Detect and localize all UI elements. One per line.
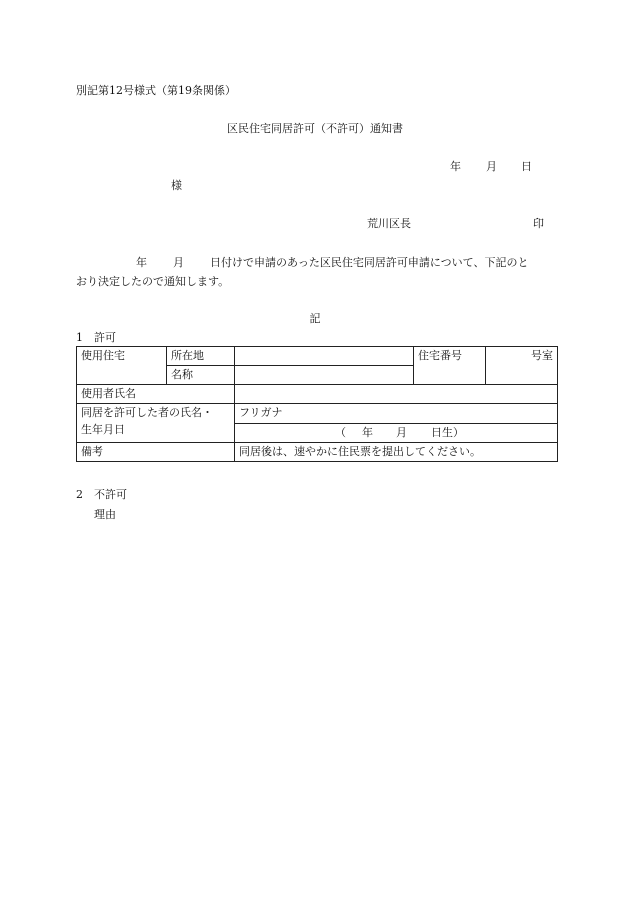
date-day-label: 日 [521, 160, 532, 173]
birth-month-label: 月 [396, 425, 407, 439]
issuer-name: 荒川区長 [367, 217, 411, 230]
section-denial-heading: 2 不許可 [76, 488, 127, 501]
body-year-label: 年 [136, 256, 147, 269]
table-row [77, 443, 558, 462]
document-title: 区民住宅同居許可（不許可）通知書 [227, 122, 403, 135]
unit-number-label: 住宅番号 [414, 347, 486, 385]
seal-mark: 印 [533, 217, 544, 230]
housing-label: 使用住宅 [77, 347, 167, 385]
location-value [235, 347, 414, 366]
permit-table [76, 346, 558, 462]
form-number: 別記第12号様式（第19条関係） [76, 84, 236, 97]
birth-year-label: 年 [362, 425, 373, 439]
table-row [77, 404, 558, 424]
cohabitant-label-line1: 同居を許可した者の氏名・ [81, 406, 213, 419]
birth-day-label: 日生） [431, 425, 464, 439]
date-month-label: 月 [486, 160, 497, 173]
body-month-label: 月 [173, 256, 184, 269]
body-paragraph-line2: おり決定したので通知します。 [76, 275, 230, 288]
birth-open-paren: （ [335, 425, 346, 439]
table-row [77, 347, 558, 366]
user-name-value [235, 385, 558, 404]
furigana-cell [235, 404, 558, 424]
location-label: 所在地 [167, 347, 235, 366]
denial-reason-label: 理由 [94, 508, 116, 521]
cohabitant-label-line2: 生年月日 [81, 423, 125, 436]
cohabitant-label [77, 404, 235, 443]
remarks-text: 同居後は、速やかに住民票を提出してください。 [235, 443, 558, 462]
ki-heading: 記 [309, 312, 321, 325]
recipient-honorific: 様 [171, 179, 182, 192]
user-name-label: 使用者氏名 [77, 385, 235, 404]
room-label: 号室 [486, 347, 558, 385]
name-label: 名称 [167, 366, 235, 385]
remarks-label: 備考 [77, 443, 235, 462]
date-year-label: 年 [450, 160, 461, 173]
table-row [77, 385, 558, 404]
body-text: 日付けで申請のあった区民住宅同居許可申請について、下記のと [210, 256, 529, 269]
furigana-label: フリガナ [239, 406, 283, 419]
name-value [235, 366, 414, 385]
section-permit-heading: 1 許可 [76, 331, 116, 344]
birthdate-cell [235, 423, 558, 443]
